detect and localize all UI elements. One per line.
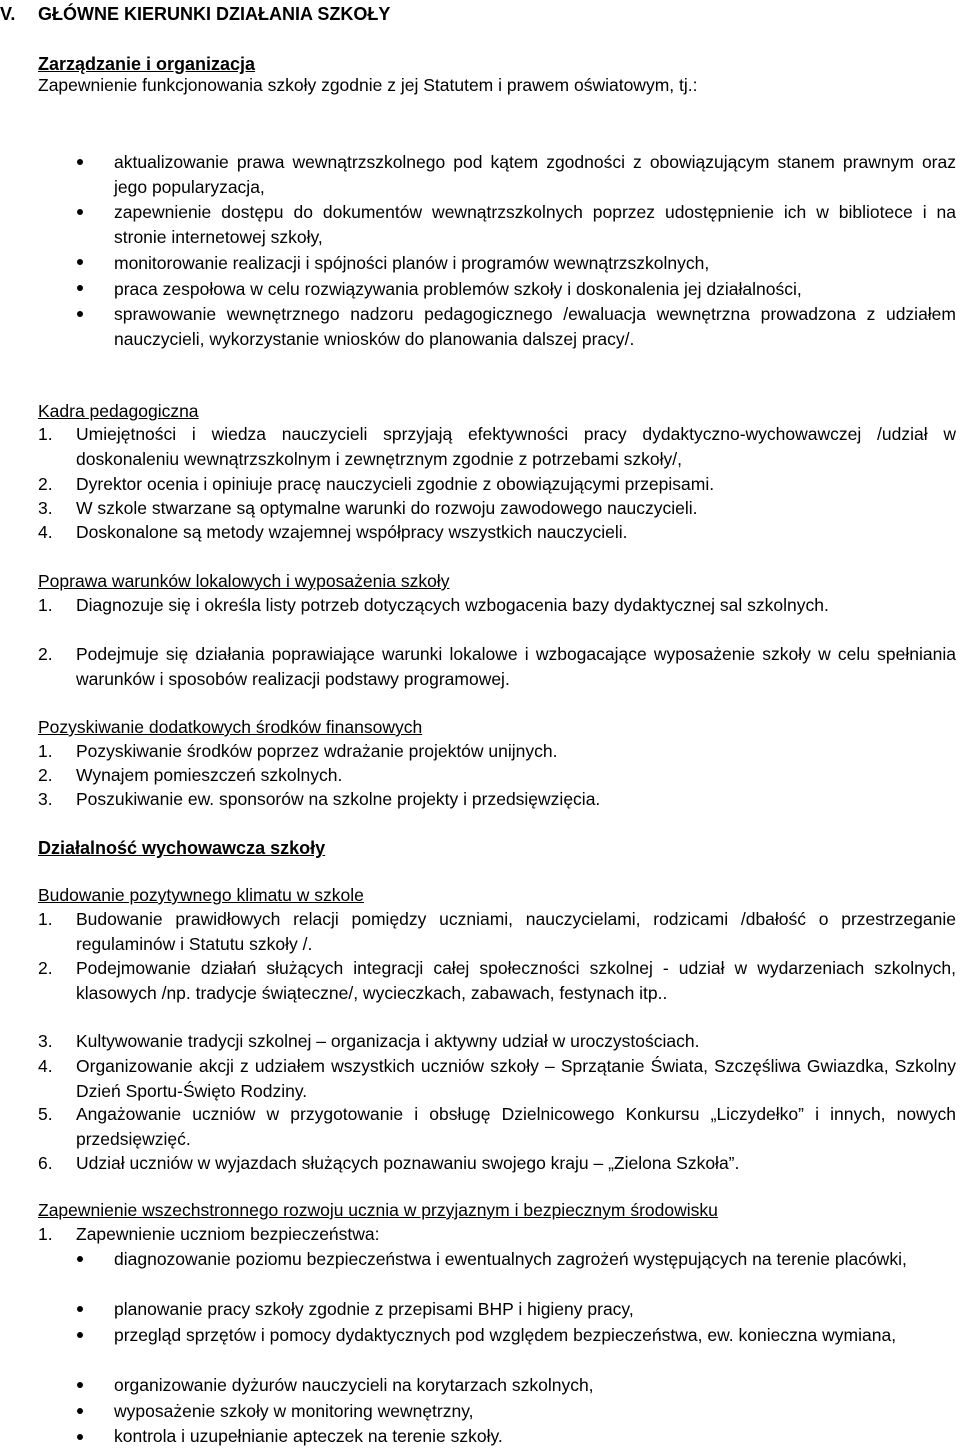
section-intro: Zapewnienie funkcjonowania szkoły zgodnie z jej Statutem i prawem oświatowym, tj.: xyxy=(38,75,698,95)
subsection-title-climate: Budowanie pozytywnego klimatu w szkole xyxy=(38,885,364,905)
list-item: Kultywowanie tradycji szkolnej – organizacja i aktywny udział w uroczystościach. xyxy=(76,1031,700,1051)
list-item: aktualizowanie prawa wewnątrzszkolnego pod kątem zgodności z obowiązującym stanem prawnym oraz jego popularyzacja, xyxy=(114,152,956,197)
item-number: 1. xyxy=(38,909,53,929)
item-number: 2. xyxy=(38,644,53,664)
list-item: Organizowanie akcji z udziałem wszystkich uczniów szkoły – Sprzątanie Świata, Szczęśliwa Gwiazdka, Szkolny Dzień Sportu-Święto Rodziny. xyxy=(76,1056,956,1101)
item-number: 5. xyxy=(38,1104,53,1124)
list-item: W szkole stwarzane są optymalne warunki do rozwoju zawodowego nauczycieli. xyxy=(76,498,698,518)
item-number: 3. xyxy=(38,498,53,518)
list-item: Zapewnienie uczniom bezpieczeństwa: xyxy=(76,1224,380,1244)
list-item: organizowanie dyżurów nauczycieli na korytarzach szkolnych, xyxy=(114,1375,594,1395)
list-item: kontrola i uzupełnianie apteczek na terenie szkoły. xyxy=(114,1426,503,1446)
list-item: sprawowanie wewnętrznego nadzoru pedagogicznego /ewaluacja wewnętrzna prowadzona z udziałem nauczycieli, wykorzystanie wniosków do planowania dalszej pracy/. xyxy=(114,304,956,349)
item-number: 2. xyxy=(38,958,53,978)
item-number: 2. xyxy=(38,765,53,785)
bullet-dot xyxy=(77,209,83,215)
list-item: Diagnozuje się i określa listy potrzeb dotyczących wzbogacenia bazy dydaktycznej sal szkolnych. xyxy=(76,595,829,615)
section-title-management: Zarządzanie i organizacja xyxy=(38,54,256,74)
bullet-dot xyxy=(77,311,83,317)
item-number: 1. xyxy=(38,595,53,615)
chapter-number: V. xyxy=(0,4,16,24)
list-item: Podejmowanie działań służących integracji całej społeczności szkolnej - udział w wydarzeniach szkolnych, klasowych /np. tradycje świąteczne/, wycieczkach, zabawach, festynach itp.. xyxy=(76,958,956,1003)
bullet-dot xyxy=(77,1256,83,1262)
item-number: 4. xyxy=(38,522,53,542)
item-number: 3. xyxy=(38,1031,53,1051)
list-item: Podejmuje się działania poprawiające warunki lokalowe i wzbogacające wyposażenie szkoły w celu spełniania warunków i sposobów realizacji podstawy programowej. xyxy=(76,644,956,689)
item-number: 1. xyxy=(38,1224,53,1244)
bullet-dot xyxy=(77,1434,83,1440)
list-item: Umiejętności i wiedza nauczycieli sprzyjają efektywności pracy dydaktyczno-wychowawczej /udział w doskonaleniu wewnątrzszkolnym i zewnętrznym zgodnie z potrzebami szkoły/, xyxy=(76,424,956,469)
bullet-dot xyxy=(77,1332,83,1338)
subsection-title-staff: Kadra pedagogiczna xyxy=(38,401,199,421)
item-number: 1. xyxy=(38,424,53,444)
list-item: Poszukiwanie ew. sponsorów na szkolne projekty i przedsięwzięcia. xyxy=(76,789,601,809)
subsection-title-funding: Pozyskiwanie dodatkowych środków finansowych xyxy=(38,717,423,737)
subsection-title-safety: Zapewnienie wszechstronnego rozwoju ucznia w przyjaznym i bezpiecznym środowisku xyxy=(38,1200,718,1220)
list-item: Budowanie prawidłowych relacji pomiędzy uczniami, nauczycielami, rodzicami /dbałość o przestrzeganie regulaminów i Statutu szkoły /. xyxy=(76,909,956,954)
bullet-dot xyxy=(77,159,83,165)
list-item: Pozyskiwanie środków poprzez wdrażanie projektów unijnych. xyxy=(76,741,558,761)
item-number: 3. xyxy=(38,789,53,809)
bullet-dot xyxy=(77,1382,83,1388)
item-number: 4. xyxy=(38,1056,53,1076)
list-item: Angażowanie uczniów w przygotowanie i obsługę Dzielnicowego Konkursu „Liczydełko” i innych, nowych przedsięwzięć. xyxy=(76,1104,956,1149)
list-item: zapewnienie dostępu do dokumentów wewnątrzszkolnych poprzez udostępnienie ich w bibliotece i na stronie internetowej szkoły, xyxy=(114,202,956,247)
bullet-dot xyxy=(77,1306,83,1312)
list-item: diagnozowanie poziomu bezpieczeństwa i ewentualnych zagrożeń występujących na terenie placówki, xyxy=(114,1249,907,1269)
section-title-education: Działalność wychowawcza szkoły xyxy=(38,838,326,858)
list-item: wyposażenie szkoły w monitoring wewnętrzny, xyxy=(114,1401,474,1421)
bullet-dot xyxy=(77,259,83,265)
bullet-dot xyxy=(77,285,83,291)
list-item: przegląd sprzętów i pomocy dydaktycznych pod względem bezpieczeństwa, ew. konieczna wymiana, xyxy=(114,1325,897,1345)
list-item: monitorowanie realizacji i spójności planów i programów wewnątrzszkolnych, xyxy=(114,253,710,273)
list-item: Wynajem pomieszczeń szkolnych. xyxy=(76,765,343,785)
list-item: praca zespołowa w celu rozwiązywania problemów szkoły i doskonalenia jej działalności, xyxy=(114,279,802,299)
bullet-dot xyxy=(77,1408,83,1414)
list-item: Dyrektor ocenia i opiniuje pracę nauczycieli zgodnie z obowiązującymi przepisami. xyxy=(76,474,715,494)
chapter-title: GŁÓWNE KIERUNKI DZIAŁANIA SZKOŁY xyxy=(38,4,391,24)
item-number: 6. xyxy=(38,1153,53,1173)
subsection-title-facilities: Poprawa warunków lokalowych i wyposażenia szkoły xyxy=(38,571,450,591)
item-number: 1. xyxy=(38,741,53,761)
list-item: Doskonalone są metody wzajemnej współpracy wszystkich nauczycieli. xyxy=(76,522,628,542)
item-number: 2. xyxy=(38,474,53,494)
list-item: Udział uczniów w wyjazdach służących poznawaniu swojego kraju – „Zielona Szkoła”. xyxy=(76,1153,740,1173)
list-item: planowanie pracy szkoły zgodnie z przepisami BHP i higieny pracy, xyxy=(114,1299,634,1319)
